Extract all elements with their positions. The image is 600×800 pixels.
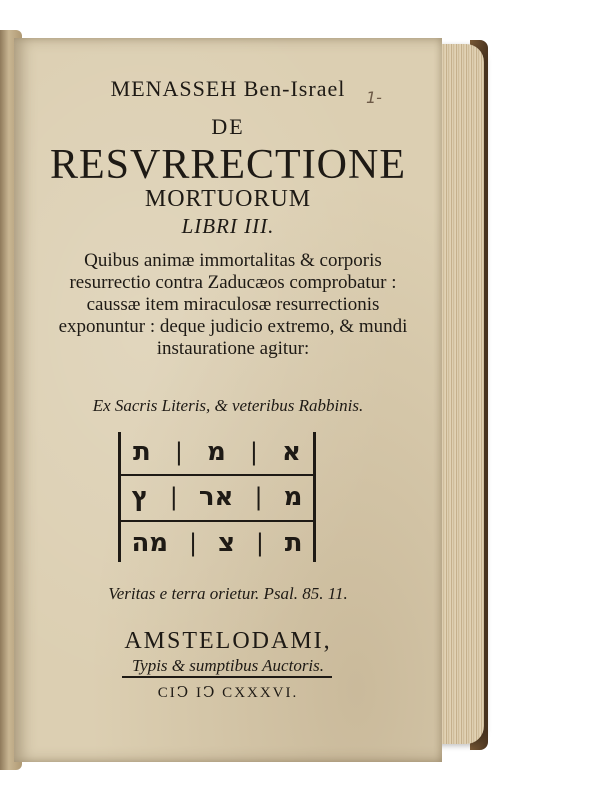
hebrew-cell: אר — [198, 482, 234, 512]
grid-divider — [121, 474, 313, 476]
book-subtitle: MORTUORUM — [144, 186, 312, 212]
hebrew-grid-row: ת | מ | א — [133, 437, 301, 467]
imprint-city: AMSTELODAMI, — [124, 628, 332, 654]
grid-divider — [121, 520, 313, 522]
description: Quibus animæ immortalitas & corporis resurrectio contra Zaducæos comprobatur : caussæ item miraculosæ resurrectionis exponuntur : deque judicio extremo, & mundi instauratione agitur: — [58, 250, 408, 359]
volume-count: LIBRI III. — [181, 214, 275, 238]
title-prefix: DE — [211, 114, 245, 139]
hebrew-grid-row: מה | צ | ת — [131, 528, 303, 558]
imprint-rule — [122, 676, 332, 678]
imprint-printer: Typis & sumptibus Auctoris. — [131, 656, 325, 675]
hebrew-cell: מ — [206, 437, 226, 467]
source-line: Ex Sacris Literis, & veteribus Rabbinis. — [92, 396, 364, 415]
hebrew-cell: ת — [133, 437, 151, 467]
hebrew-cell: ץ — [131, 482, 149, 512]
hebrew-grid-row: ץ | אר | מ — [131, 482, 303, 512]
book-title: RESVRRECTIONE — [49, 142, 406, 188]
pencil-note: 1- — [366, 88, 382, 107]
hebrew-cell: צ — [217, 528, 235, 558]
hebrew-cell: מה — [131, 528, 169, 558]
imprint-year: CIↃ IↃ CXXXVI. — [157, 685, 299, 701]
hebrew-grid — [118, 432, 316, 562]
title-page — [14, 38, 442, 762]
hebrew-cell: מ — [283, 482, 303, 512]
author: MENASSEH Ben-Israel — [110, 76, 346, 101]
hebrew-cell: א — [281, 437, 301, 467]
motto: Veritas e terra orietur. Psal. 85. 11. — [108, 584, 348, 603]
hebrew-cell: ת — [284, 528, 303, 558]
